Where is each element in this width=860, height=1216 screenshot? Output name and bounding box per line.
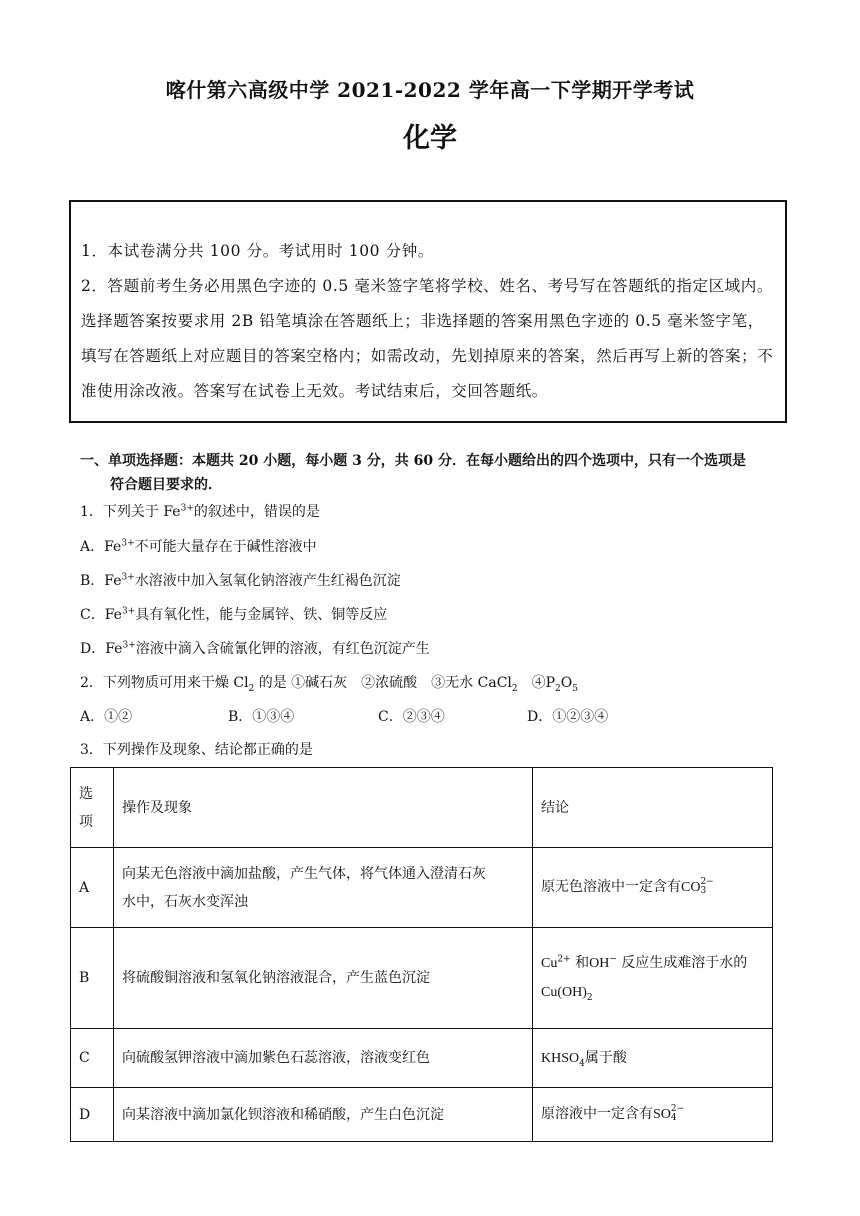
header-operation: 操作及现象 [114, 768, 533, 848]
row-operation: 向某无色溶液中滴加盐酸，产生气体，将气体通入澄清石灰 水中，石灰水变浑浊 [114, 848, 533, 928]
row-option: B [71, 928, 114, 1029]
table-row [71, 928, 773, 1029]
row-operation: 将硫酸铜溶液和氢氧化钠溶液混合，产生蓝色沉淀 [114, 928, 533, 1029]
header-conclusion: 结论 [533, 768, 773, 848]
row-conclusion: 原无色溶液中一定含有CO 2− 3 [533, 848, 773, 928]
table-row [71, 848, 773, 928]
table-row [71, 1088, 773, 1142]
question-2-option-b: B．①③④ [228, 709, 295, 725]
question-1-option-c: C．$Fe^{3+}$具有氧化性，能与金属锌、铁、铜等反应 [80, 606, 388, 623]
question-1-option-b: B．$Fe^{3+}$水溶液中加入氢氧化钠溶液产生红褐色沉淀 [80, 572, 401, 589]
exam-title: 喀什第六高级中学 2021-2022 学年高一下学期开学考试 [165, 78, 695, 102]
question-1-option-a: A．$Fe^{3+}$不可能大量存在于碱性溶液中 [80, 538, 317, 555]
header-option: 选 项 [71, 768, 114, 848]
question-1-option-d: D．$Fe^{3+}$溶液中滴入含硫氰化钾的溶液，有红色沉淀产生 [80, 640, 430, 657]
row-operation: 向某溶液中滴加氯化钡溶液和稀硝酸，产生白色沉淀 [114, 1088, 533, 1142]
table-row [71, 1029, 773, 1088]
question-2-option-c: C．②③④ [378, 709, 445, 725]
notice-item-2: 2．答题前考生务必用黑色字迹的 0.5 毫米签字笔将学校、姓名、考号写在答题纸的指定区域内。选择题答案按要求用 2B 铅笔填涂在答题纸上；非选择题的答案用黑色字迹的 0.5 毫米签字笔，填写在答题纸上对应题目的答案空格内；如需改动，先划掉原来的答案，然后再写上新的答案；不准使用涂改液。答案写在试卷上无效。考试结束后，交回答题纸。 [81, 277, 774, 400]
row-conclusion: $KHSO_4$属于酸 [533, 1029, 773, 1088]
question-3-table [70, 767, 773, 1142]
row-operation: 向硫酸氢钾溶液中滴加紫色石蕊溶液，溶液变红色 [114, 1029, 533, 1088]
row-option: C [71, 1029, 114, 1088]
question-2-stem: 2．下列物质可用来干燥 $Cl_2$ 的是 ①碱石灰 ②浓硫酸 ③无水 CaCl$_2$ $④P_2O_5$ [80, 675, 578, 694]
section-heading [80, 449, 790, 497]
subject-title: 化学 [403, 123, 457, 154]
question-2-option-d: D．①②③④ [527, 709, 609, 725]
section-heading-line2: 符合题目要求的． [110, 477, 222, 493]
row-option: A [71, 848, 114, 928]
row-conclusion: 原溶液中一定含有SO 2− 4 [533, 1088, 773, 1142]
row-option: D [71, 1088, 114, 1142]
question-3-stem: 3．下列操作及现象、结论都正确的是 [80, 742, 313, 758]
notice-box [69, 200, 787, 423]
question-1-stem: 1．下列关于 $Fe^{3+}$的叙述中，错误的是 [80, 503, 320, 520]
section-heading-line1: 一、单项选择题：本题共 20 小题，每小题 3 分，共 60 分．在每小题给出的四个选项中，只有一个选项是 [80, 453, 746, 469]
row-conclusion: $Cu^{2+}$ 和OH− 反应生成难溶于水的 $Cu(OH)_2$ [533, 928, 773, 1029]
notice-item-1: 1．本试卷满分共 100 分。考试用时 100 分钟。 [81, 242, 434, 260]
table-header-row [71, 768, 773, 848]
question-2-option-a: A．①② [80, 709, 133, 725]
